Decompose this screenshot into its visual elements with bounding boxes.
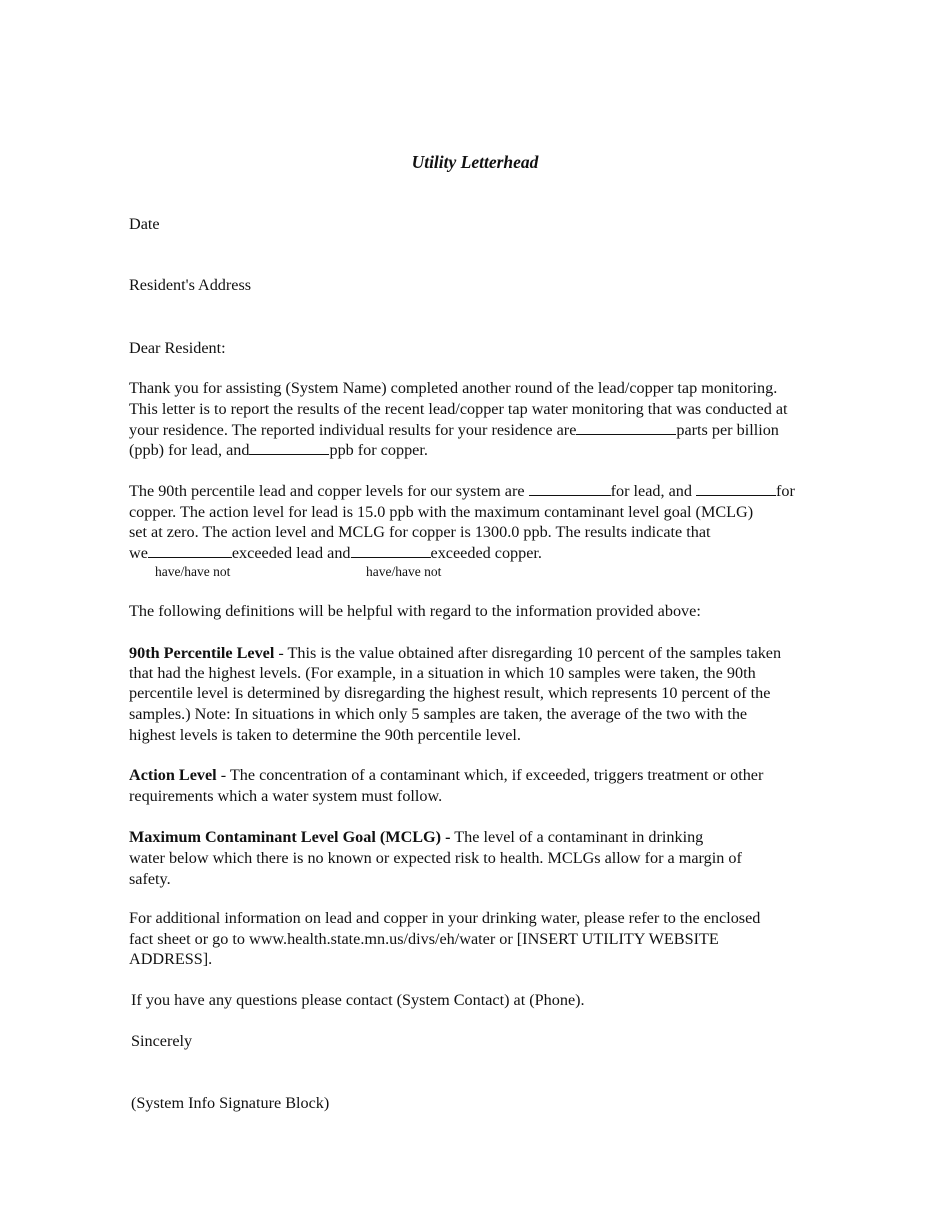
- text-segment: your residence. The reported individual results for your residence are: [129, 421, 577, 439]
- date-line: Date: [129, 215, 160, 233]
- signature-block: (System Info Signature Block): [131, 1094, 330, 1112]
- text-line: For additional information on lead and copper in your drinking water, please refer to the enclosed: [129, 909, 761, 927]
- text-line: [129, 420, 779, 440]
- text-line: [129, 481, 795, 501]
- copper-exceeded-blank[interactable]: [351, 543, 431, 558]
- text-segment: ppb for copper.: [329, 441, 428, 459]
- text-line: fact sheet or go to www.health.state.mn.us/divs/eh/water or [INSERT UTILITY WEBSITE: [129, 930, 719, 948]
- lead-result-blank[interactable]: [576, 420, 676, 435]
- blank-hint: have/have not: [155, 564, 231, 579]
- definitions-intro: The following definitions will be helpful with regard to the information provided above:: [129, 602, 701, 620]
- blank-hint: have/have not: [366, 564, 442, 579]
- address-line: Resident's Address: [129, 276, 252, 294]
- text-segment: exceeded lead and: [231, 544, 351, 562]
- text-line: [129, 827, 703, 847]
- text-line: that had the highest levels. (For example, in a situation in which 10 samples were taken, the 90th: [129, 664, 756, 682]
- copper-result-blank[interactable]: [249, 440, 329, 455]
- text-segment: - The concentration of a contaminant which, if exceeded, triggers treatment or other: [216, 766, 764, 784]
- text-line: highest levels is taken to determine the 90th percentile level.: [129, 726, 521, 744]
- text-segment: we: [129, 544, 148, 562]
- text-line: requirements which a water system must follow.: [129, 787, 443, 805]
- text-line: ADDRESS].: [129, 950, 213, 968]
- text-segment: exceeded copper.: [430, 544, 542, 562]
- text-line: samples.) Note: In situations in which only 5 samples are taken, the average of the two with the: [129, 705, 748, 723]
- text-line: copper. The action level for lead is 15.0 ppb with the maximum contaminant level goal (MCLG): [129, 503, 754, 521]
- definition-term: Action Level: [129, 766, 217, 784]
- lead-90th-blank[interactable]: [529, 481, 611, 496]
- text-line: percentile level is determined by disregarding the highest result, which represents 10 percent of the: [129, 684, 771, 702]
- copper-90th-blank[interactable]: [696, 481, 776, 496]
- text-segment: - This is the value obtained after disregarding 10 percent of the samples taken: [274, 644, 782, 662]
- lead-exceeded-blank[interactable]: [148, 543, 232, 558]
- text-segment: (ppb) for lead, and: [129, 441, 250, 459]
- text-segment: The 90th percentile lead and copper levels for our system are: [129, 482, 525, 500]
- text-segment: for lead, and: [610, 482, 692, 500]
- contact-paragraph: If you have any questions please contact (System Contact) at (Phone).: [131, 991, 585, 1009]
- definition-term: 90th Percentile Level: [129, 644, 275, 662]
- text-line: Thank you for assisting (System Name) completed another round of the lead/copper tap monitoring.: [129, 379, 778, 397]
- text-segment: for: [776, 482, 795, 500]
- text-line: safety.: [129, 870, 171, 888]
- text-line: water below which there is no known or expected risk to health. MCLGs allow for a margin of: [129, 849, 742, 867]
- text-line: [129, 543, 542, 563]
- salutation: Dear Resident:: [129, 339, 226, 357]
- letterhead: Utility Letterhead: [411, 152, 539, 172]
- closing: Sincerely: [131, 1032, 193, 1050]
- text-line: [129, 440, 428, 460]
- definition-term: Maximum Contaminant Level Goal (MCLG) -: [129, 828, 451, 846]
- text-line: [129, 643, 781, 663]
- text-line: [129, 765, 763, 785]
- text-segment: The level of a contaminant in drinking: [450, 828, 704, 846]
- text-line: set at zero. The action level and MCLG for copper is 1300.0 ppb. The results indicate that: [129, 523, 711, 541]
- text-line: This letter is to report the results of the recent lead/copper tap water monitoring that was conducted at: [129, 400, 788, 418]
- text-segment: parts per billion: [676, 421, 779, 439]
